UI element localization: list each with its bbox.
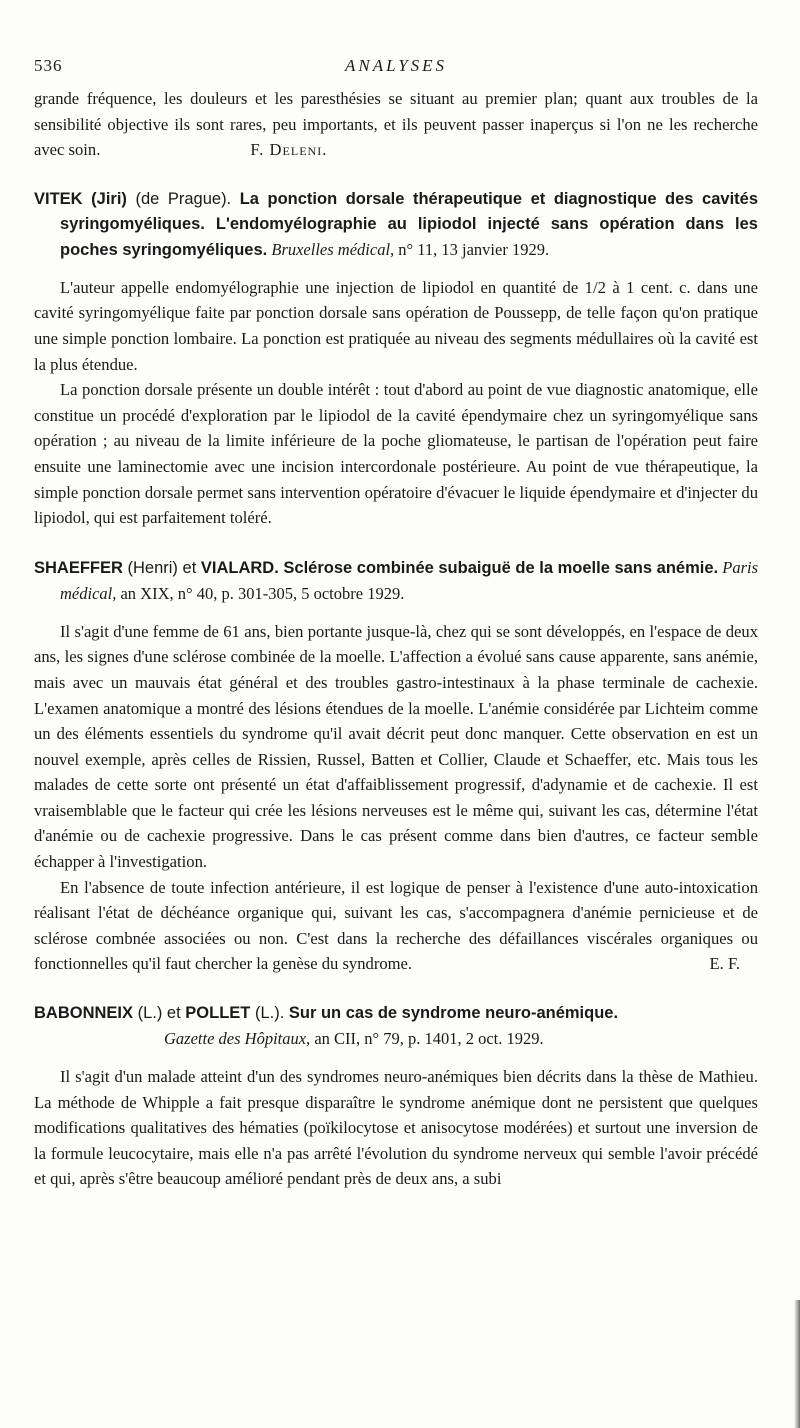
article-paragraph: En l'absence de toute infection antérieure, il est logique de penser à l'existence d'une auto-intoxication réalisant l'état de déchéance organique qui, suivant les cas, s'accompagnera d'anémie pernicieuse et de sclérose combnée associées ou non. C'est dans la recherche des défaillances viscérales organiques ou fonctionnelles qu'il faut chercher la genèse du syndrome. E. F. [34,875,758,977]
article-heading-vitek: VITEK (Jiri) (de Prague). La ponction dorsale thérapeutique et diagnostique des cavités syringomyéliques. L'endomyélographie au lipiodol injecté sans opération dans les poches syringomyéliques. Bruxelles médical, n° 11, 13 janvier 1929. [34,189,758,259]
signature: F. Deleni. [250,140,328,160]
article-heading-shaeffer: SHAEFFER (Henri) et VIALARD. Sclérose combinée subaiguë de la moelle sans anémie. Paris médical, an XIX, n° 40, p. 301-305, 5 octobre 1929. [34,557,758,603]
article-authors-2: POLLET [185,1004,251,1023]
article-paragraph: L'auteur appelle endomyélographie une injection de lipiodol en quantité de 1/2 à 1 cent. c. dans une cavité syringomyélique faite par ponction dorsale sans opération de Poussepp, de telle façon qu'on pratique une simple ponction lombaire. La ponction est pratiquée au niveau des segments médullaires où la cavité est la plus étendue. [34,277,758,374]
running-title: ANALYSES [344,56,448,75]
running-header [34,56,758,86]
article-authors: BABONNEIX [34,1004,134,1023]
article-heading-babonneix: BABONNEIX (L.) et POLLET (L.). Sur un cas de syndrome neuro-anémique. Gazette des Hôpitaux, an CII, n° 79, p. 1401, 2 oct. 1929. [34,1004,619,1049]
article-reference: an CII, n° 79, p. 1401, 2 oct. 1929. [310,1029,544,1049]
article-reference: n° 11, 13 janvier 1929. [394,239,550,259]
article-reference: an XIX, n° 40, p. 301-305, 5 octobre 1929. [116,583,405,603]
document-page [34,56,758,1192]
article-source: Paris médical, [60,557,758,603]
page-number: 536 [34,56,63,75]
article-authors: VITEK (Jiri) [34,189,127,208]
article-title: Sur un cas de syndrome neuro-anémique. [288,1004,619,1023]
article-source: Gazette des Hôpitaux, [164,1029,311,1049]
article-title: La ponction dorsale thérapeutique et diagnostique des cavités syringomyéliques. L'endomyélographie au lipiodol injecté sans opération dans les poches syringomyéliques. [60,189,758,259]
article-paragraph: Il s'agit d'un malade atteint d'un des syndromes neuro-anémiques bien décrits dans la thèse de Mathieu. La méthode de Whipple a fait presque disparaître le syndrome anémique dont ne persistent que quelques modifications qualitatives des hématies (poïkilocytose et anisocytose modérées) et surtout une inversion de la formule leucocytaire, mais elle n'a pas arrêté l'évolution du syndrome nerveux qui semble l'avoir précédé et qui, après s'être beaucoup amélioré pendant près de deux ans, a subi [34,1067,758,1189]
article-paragraph: Il s'agit d'une femme de 61 ans, bien portante jusque-là, chez qui se sont développés, en l'espace de deux ans, les signes d'une sclérose combinée de la moelle. L'affection a évolué sans cause apparente, sans anémie, mais avec un mauvais état général et des troubles gastro-intestinaux à la phase terminale de cachexie. L'examen anatomique a montré des lésions étendues de la moelle. L'anémie considérée par Lichteim comme un des éléments essentiels du syndrome qu'il avait décrit peut donc manquer. Cette observation en est un nouvel exemple, après celles de Rissien, Russel, Batten et Collier, Claude et Schaeffer, etc. Mais tous les malades de cette sorte ont présenté un état d'affaiblissement progressif, d'adynamie et de cachexie. Il est vraisemblable que le facteur qui crée les lésions nerveuses est le même qui, suivant les cas, détermine l'état d'anémie ou de cachexie progressive. Dans le cas présent comme dans bien d'autres, ce facteur semble échapper à l'investigation. [34,621,758,872]
intro-paragraph: grande fréquence, les douleurs et les paresthésies se situant au premier plan; quant aux troubles de la sensibilité objective ils sont rares, peu importants, et ils peuvent passer inaperçus si l'on ne les recherche avec soin. F. Deleni. [34,89,758,160]
article-paragraph: La ponction dorsale présente un double intérêt : tout d'abord au point de vue diagnostic anatomique, elle constitue un procédé d'exploration par le lipiodol de la cavité épendymaire chez un syringomyélique sans opération ; au niveau de la limite inférieure de la poche gliomateuse, le partisan de l'opération peut faire ensuite une laminectomie avec une incision intercordonale postérieure. Au point de vue thérapeutique, la simple ponction dorsale permet sans intervention opératoire d'évacuer le liquide épendymaire et d'injecter du lipiodol, qui est parfaitement toléré. [34,380,758,528]
article-source: Bruxelles médical, [267,239,395,259]
signature: E. F. [709,954,740,974]
page-edge-shadow [794,1300,800,1428]
article-authors-2: VIALARD. [200,558,279,577]
article-title: Sclérose combinée subaiguë de la moelle sans anémie. [278,558,719,577]
article-authors: SHAEFFER [34,558,123,577]
